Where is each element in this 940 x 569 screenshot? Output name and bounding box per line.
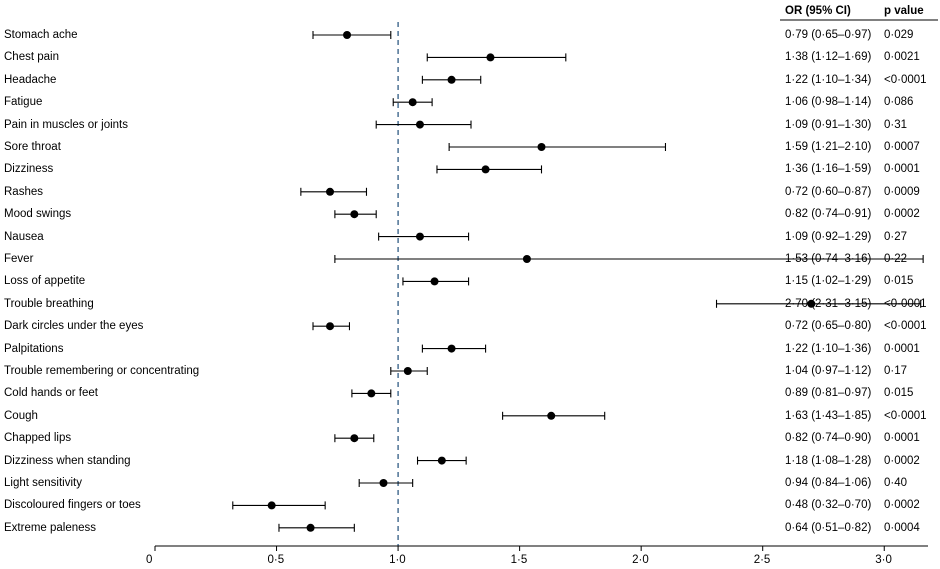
- forest-row-marker: [233, 501, 325, 509]
- x-axis-tick-label: 3·0: [875, 554, 892, 566]
- forest-row-marker: [301, 188, 367, 196]
- forest-row-marker: [376, 121, 471, 129]
- row-value-pvalue: 0·0002: [884, 454, 920, 467]
- row-label-symptom: Dizziness when standing: [4, 454, 131, 467]
- row-label-symptom: Fatigue: [4, 96, 43, 109]
- row-value-or: 1·36 (1·16–1·59): [785, 163, 872, 176]
- x-axis-tick-label: 0·5: [267, 554, 285, 566]
- row-label-symptom: Trouble remembering or concentrating: [4, 365, 200, 377]
- x-axis-tick-label: 0: [146, 554, 153, 566]
- forest-row-marker: [279, 524, 354, 532]
- row-label-symptom: Light sensitivity: [4, 477, 82, 489]
- row-value-pvalue: 0·0001: [884, 342, 920, 355]
- row-label-symptom: Extreme paleness: [4, 521, 97, 534]
- row-value-pvalue: 0·015: [884, 275, 914, 288]
- row-value-pvalue: 0·029: [884, 29, 914, 41]
- row-value-pvalue: 0·0007: [884, 141, 920, 153]
- row-label-symptom: Rashes: [4, 185, 43, 198]
- row-label-symptom: Trouble breathing: [4, 297, 94, 310]
- row-value-or: 0·72 (0·60–0·87): [785, 185, 872, 198]
- row-label-symptom: Chapped lips: [4, 432, 72, 445]
- forest-row-marker: [449, 143, 665, 151]
- row-value-pvalue: 0·31: [884, 118, 908, 131]
- row-label-symptom: Stomach ache: [4, 29, 78, 41]
- row-value-or: 1·38 (1·12–1·69): [785, 51, 872, 64]
- row-value-or: 0·48 (0·32–0·70): [785, 499, 872, 512]
- row-label-symptom: Sore throat: [4, 141, 61, 153]
- row-value-or: 1·15 (1·02–1·29): [785, 275, 872, 288]
- row-value-or: 0·94 (0·84–1·06): [785, 477, 872, 489]
- row-value-pvalue: 0·086: [884, 96, 914, 109]
- row-value-or: 1·53 (0·74–3·16): [785, 253, 872, 265]
- row-value-pvalue: 0·0004: [884, 521, 920, 534]
- row-label-symptom: Chest pain: [4, 51, 59, 64]
- x-axis-tick-label: 1·5: [510, 554, 528, 566]
- row-value-pvalue: 0·17: [884, 365, 908, 377]
- row-label-symptom: Dark circles under the eyes: [4, 320, 144, 333]
- row-value-or: 0·82 (0·74–0·90): [785, 432, 872, 445]
- forest-row-marker: [313, 322, 349, 330]
- row-label-symptom: Dizziness: [4, 163, 54, 176]
- row-value-or: 1·04 (0·97–1·12): [785, 365, 872, 377]
- row-value-or: 1·09 (0·92–1·29): [785, 230, 872, 243]
- forest-row-marker: [335, 210, 376, 218]
- row-value-or: 1·06 (0·98–1·14): [785, 96, 872, 109]
- row-label-symptom: Palpitations: [4, 342, 64, 355]
- forest-row-marker: [427, 53, 566, 61]
- x-axis-ticks: [155, 546, 884, 551]
- forest-row-marker: [335, 434, 374, 442]
- row-label-symptom: Headache: [4, 73, 57, 86]
- forest-row-marker: [418, 457, 467, 465]
- row-label-symptom: Loss of appetite: [4, 275, 86, 288]
- row-value-pvalue: 0·0001: [884, 432, 920, 445]
- row-value-or: 2·70 (2·31–3·15): [785, 297, 872, 310]
- row-value-or: 1·59 (1·21–2·10): [785, 141, 872, 153]
- row-value-or: 1·18 (1·08–1·28): [785, 454, 872, 467]
- row-label-symptom: Nausea: [4, 230, 44, 243]
- x-axis-tick-label: 2·0: [632, 554, 649, 566]
- row-label-symptom: Pain in muscles or joints: [4, 118, 128, 131]
- row-value-or: 0·72 (0·65–0·80): [785, 320, 872, 333]
- forest-row-marker: [503, 412, 605, 420]
- row-value-pvalue: <0·0001: [884, 320, 927, 333]
- forest-row-marker: [437, 165, 542, 173]
- row-label-symptom: Cold hands or feet: [4, 387, 98, 400]
- row-value-pvalue: 0·0009: [884, 185, 920, 198]
- row-value-or: 0·64 (0·51–0·82): [785, 521, 872, 534]
- forest-row-marker: [379, 233, 469, 241]
- x-axis-tick-label: 2·5: [753, 554, 771, 566]
- row-value-or: 1·09 (0·91–1·30): [785, 118, 872, 131]
- forest-row-marker: [393, 98, 432, 106]
- row-value-pvalue: 0·27: [884, 230, 908, 243]
- x-axis-tick-label: 1·0: [389, 554, 406, 566]
- row-value-pvalue: 0·0001: [884, 163, 920, 176]
- row-label-symptom: Cough: [4, 409, 38, 422]
- forest-row-marker: [352, 389, 391, 397]
- row-value-pvalue: 0·015: [884, 387, 914, 400]
- row-value-pvalue: 0·0002: [884, 208, 920, 221]
- row-label-symptom: Discoloured fingers or toes: [4, 499, 141, 512]
- row-value-pvalue: 0·0002: [884, 499, 920, 512]
- row-value-pvalue: 0·0021: [884, 51, 920, 64]
- row-label-symptom: Fever: [4, 253, 34, 265]
- forest-row-marker: [391, 367, 427, 375]
- forest-row-marker: [403, 277, 469, 285]
- forest-row-marker: [313, 31, 391, 39]
- column-header-p: p value: [884, 5, 924, 17]
- row-value-or: 0·82 (0·74–0·91): [785, 208, 872, 221]
- row-value-pvalue: 0·22: [884, 253, 908, 265]
- forest-row-marker: [359, 479, 412, 487]
- row-value-pvalue: <0·0001: [884, 409, 927, 422]
- row-value-pvalue: 0·40: [884, 477, 908, 489]
- row-value-or: 1·22 (1·10–1·34): [785, 73, 872, 86]
- row-value-or: 0·89 (0·81–0·97): [785, 387, 872, 400]
- forest-row-marker: [422, 76, 480, 84]
- row-label-symptom: Mood swings: [4, 208, 72, 221]
- row-value-pvalue: <0·0001: [884, 297, 927, 310]
- row-value-or: 1·63 (1·43–1·85): [785, 409, 872, 422]
- column-header-or: OR (95% CI): [785, 5, 851, 17]
- row-value-or: 1·22 (1·10–1·36): [785, 342, 872, 355]
- forest-row-marker: [422, 345, 485, 353]
- row-value-pvalue: <0·0001: [884, 73, 927, 86]
- row-value-or: 0·79 (0·65–0·97): [785, 29, 872, 41]
